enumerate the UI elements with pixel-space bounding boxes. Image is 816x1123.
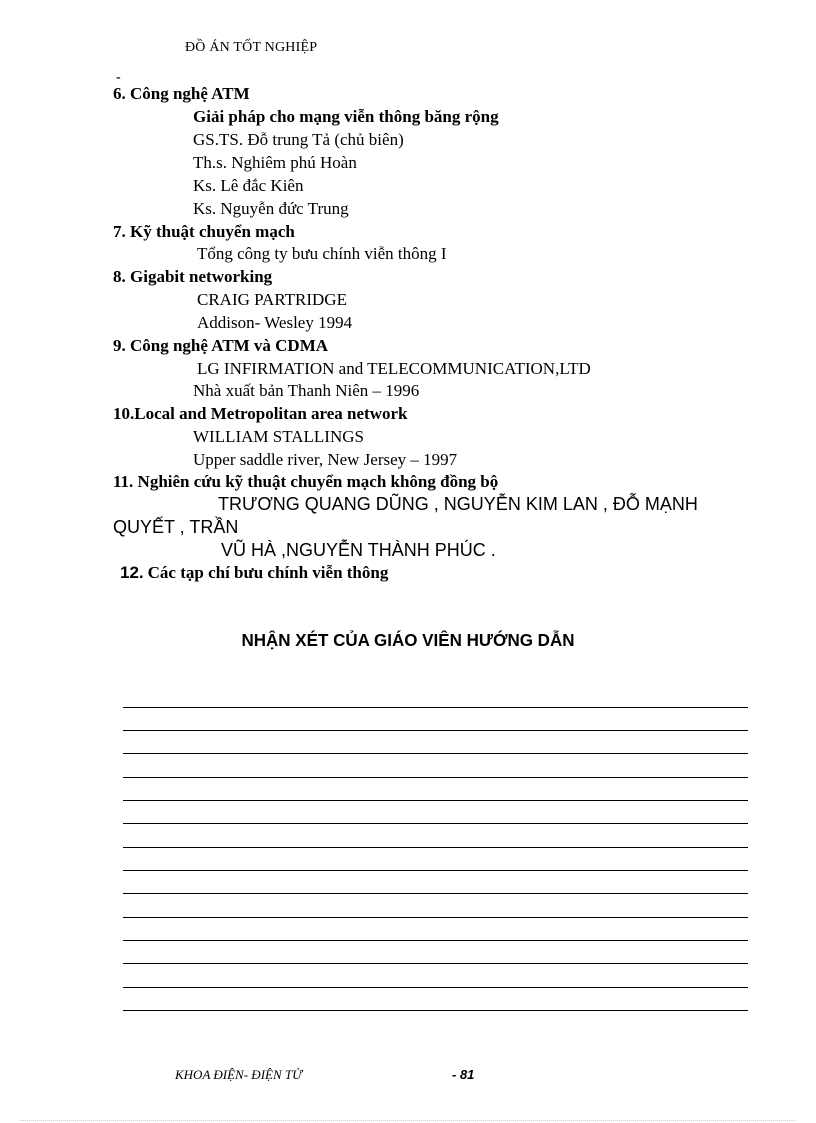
ref-11-authors-line2: QUYẾT , TRẦN — [113, 517, 239, 537]
ref-10-author: WILLIAM STALLINGS — [193, 427, 364, 446]
review-line — [123, 800, 748, 801]
review-line — [123, 823, 748, 824]
ref-9-publisher: Nhà xuất bản Thanh Niên – 1996 — [193, 381, 420, 400]
page-header: ĐỒ ÁN TỐT NGHIỆP — [185, 40, 318, 55]
review-line — [123, 777, 748, 778]
review-line — [123, 1010, 748, 1011]
ref-11-authors-line1: TRƯƠNG QUANG DŨNG , NGUYỄN KIM LAN , ĐỖ MẠNH — [218, 494, 698, 514]
ref-6-heading: 6. Công nghệ ATM — [113, 84, 250, 103]
review-line — [123, 987, 748, 988]
ref-6-subtitle: Giải pháp cho mạng viễn thông băng rộng — [193, 107, 499, 126]
ref-12-number: 12. — [120, 563, 144, 582]
ref-8-heading: 8. Gigabit networking — [113, 267, 273, 286]
page-bottom-border — [20, 1120, 796, 1121]
ref-6-author: GS.TS. Đỗ trung Tả (chủ biên) — [193, 130, 404, 149]
ref-10-heading: 10.Local and Metropolitan area network — [113, 404, 408, 423]
review-line — [123, 917, 748, 918]
footer-department: KHOA ĐIỆN- ĐIỆN TỬ — [175, 1067, 302, 1082]
ref-6-author: Th.s. Nghiêm phú Hoàn — [193, 153, 357, 172]
review-title: NHẬN XÉT CỦA GIÁO VIÊN HƯỚNG DẪN — [241, 630, 575, 651]
review-line — [123, 753, 748, 754]
ref-8-publisher: Addison- Wesley 1994 — [197, 313, 353, 332]
ref-6-author: Ks. Lê đắc Kiên — [193, 176, 304, 195]
review-line — [123, 847, 748, 848]
ref-6-author: Ks. Nguyễn đức Trung — [193, 199, 349, 218]
ref-8-author: CRAIG PARTRIDGE — [197, 290, 347, 309]
ref-11-authors-line3: VŨ HÀ ,NGUYỄN THÀNH PHÚC . — [221, 540, 496, 560]
review-line — [123, 963, 748, 964]
review-line — [123, 730, 748, 731]
ref-12 — [120, 563, 388, 583]
review-line — [123, 870, 748, 871]
ref-9-heading: 9. Công nghệ ATM và CDMA — [113, 336, 329, 355]
ref-7-heading: 7. Kỹ thuật chuyển mạch — [113, 222, 295, 241]
ref-7-publisher: Tổng công ty bưu chính viễn thông I — [197, 244, 447, 263]
ref-11-heading: 11. Nghiên cứu kỹ thuật chuyển mạch không đồng bộ — [113, 472, 499, 491]
review-line — [123, 893, 748, 894]
review-line — [123, 940, 748, 941]
ref-10-publisher: Upper saddle river, New Jersey – 1997 — [193, 450, 458, 469]
stray-mark: - — [116, 70, 121, 85]
ref-9-author: LG INFIRMATION and TELECOMMUNICATION,LTD — [197, 359, 591, 378]
review-line — [123, 707, 748, 708]
ref-12-text: Các tạp chí bưu chính viễn thông — [147, 563, 389, 582]
footer-page-number: - 81 — [452, 1067, 475, 1082]
